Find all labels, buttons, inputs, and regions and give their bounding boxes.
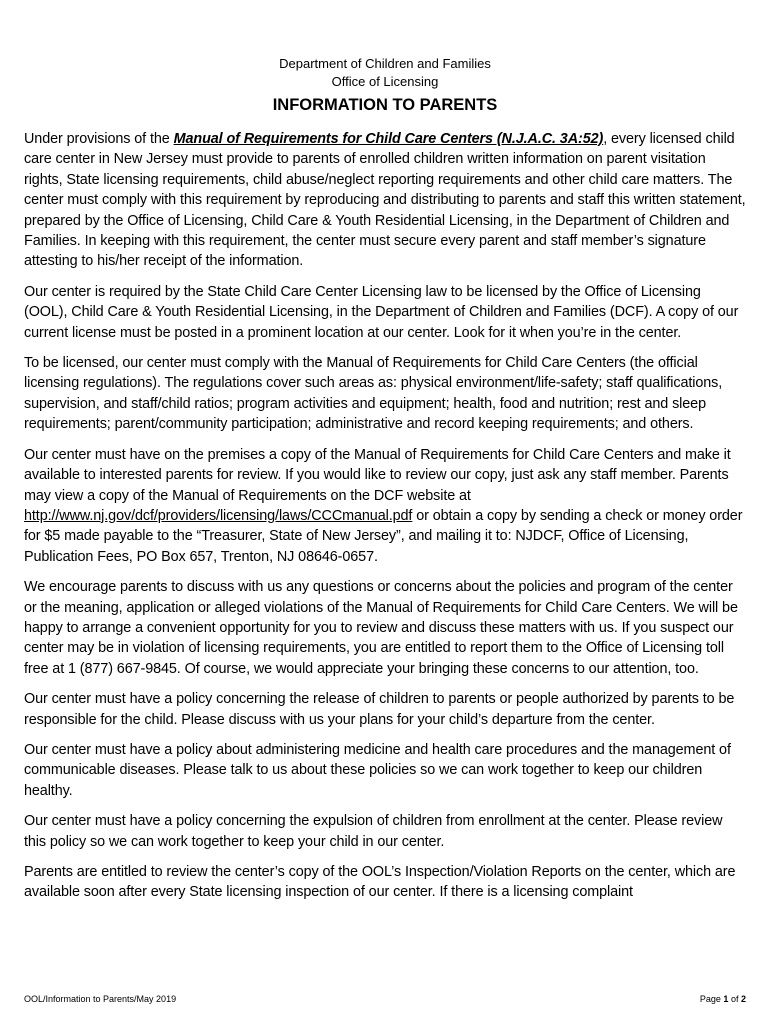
paragraph-expulsion-policy: Our center must have a policy concerning the expulsion of children from enrollment at the center. Please review this policy so we can work together to keep your child in our center. [24,813,723,850]
intro-text-after: , every licensed child care center in New Jersey must provide to parents of enrolled children written information on parent visitation rights, State licensing requirements, child abuse/neglect reporting requirements and other child care matters. The center must comply with this requirement by reproducing and distributing to parents and staff this written statement, prepared by the Office of Licensing, Child Care & Youth Residential Licensing, in the Department of Children and Families. In keeping with this requirement, the center must secure every parent and staff member’s signature attesting to his/her receipt of the information. [24,131,746,270]
manual-copy-text-after: or obtain a copy by sending a check or money order for $5 made payable to the “Treasurer, State of New Jersey”, and mailing it to: NJDCF, Office of Licensing, Publication Fees, PO Box 657, Trenton, NJ 08646-0657. [24,507,743,565]
paragraph-inspection-reports: Parents are entitled to review the center’s copy of the OOL’s Inspection/Violation Reports on the center, which are available soon after every State licensing inspection of our center. If there is a licensing complaint [24,864,736,901]
page-number [700,993,746,1005]
paragraph-license: Our center is required by the State Child Care Center Licensing law to be licensed by the Office of Licensing (OOL), Child Care & Youth Residential Licensing, in the Department of Children and Families (DCF). A copy of our current license must be posted in a prominent location at our center. Look for it when you’re in the center. [24,283,739,341]
paragraph-regulations: To be licensed, our center must comply with the Manual of Requirements for Child Care Centers (the official licensing regulations). The regulations cover such areas as: physical environment/life-safety; staff qualifications, supervision, and staff/child ratios; program activities and equipment; health, food and nutrition; rest and sleep requirements; parent/community participation; administrative and record keeping requirements; and others. [24,355,723,433]
page-of: of [730,994,739,1004]
department-name: Department of Children and Families [279,56,491,71]
manual-copy-text-before: Our center must have on the premises a copy of the Manual of Requirements for Child Care Centers and make it available to interested parents for review. If you would like to review our copy, just ask any staff member. Parents may view a copy of the Manual of Requirements on the DCF website at [24,446,731,504]
page-word: Page [699,994,721,1004]
form-identifier: OOL/Information to Parents/May 2019 [24,994,177,1004]
page-current: 1 [723,994,729,1004]
dcf-manual-link[interactable]: http://www.nj.gov/dcf/providers/licensing/laws/CCCmanual.pdf [24,507,413,524]
document-body [24,129,746,913]
intro-text-before: Under provisions of the [24,131,174,147]
paragraph-manual-copy [24,445,746,567]
paragraph-intro [24,129,746,272]
page-total: 2 [740,994,746,1004]
paragraph-questions: We encourage parents to discuss with us any questions or concerns about the policies and program of the center or the meaning, application or alleged violations of the Manual of Requirements for Child Care Centers. We will be happy to arrange a convenient opportunity for you to review and discuss these matters with us. If you suspect our center may be in violation of licensing requirements, you are entitled to report them to the Office of Licensing toll free at 1 (877) 667-9845. Of course, we would appreciate your bringing these concerns to our attention, too. [24,579,738,677]
page-title: INFORMATION TO PARENTS [272,96,498,114]
paragraph-release-policy: Our center must have a policy concerning the release of children to parents or people authorized by parents to be responsible for the child. Please discuss with us your plans for your child’s departure from the center. [24,691,735,728]
paragraph-medicine-policy: Our center must have a policy about administering medicine and health care procedures and the management of communicable diseases. Please talk to us about these policies so we can work together to keep our children healthy. [24,741,731,799]
manual-reference: Manual of Requirements for Child Care Centers (N.J.A.C. 3A:52) [173,131,604,147]
office-name: Office of Licensing [331,74,439,89]
